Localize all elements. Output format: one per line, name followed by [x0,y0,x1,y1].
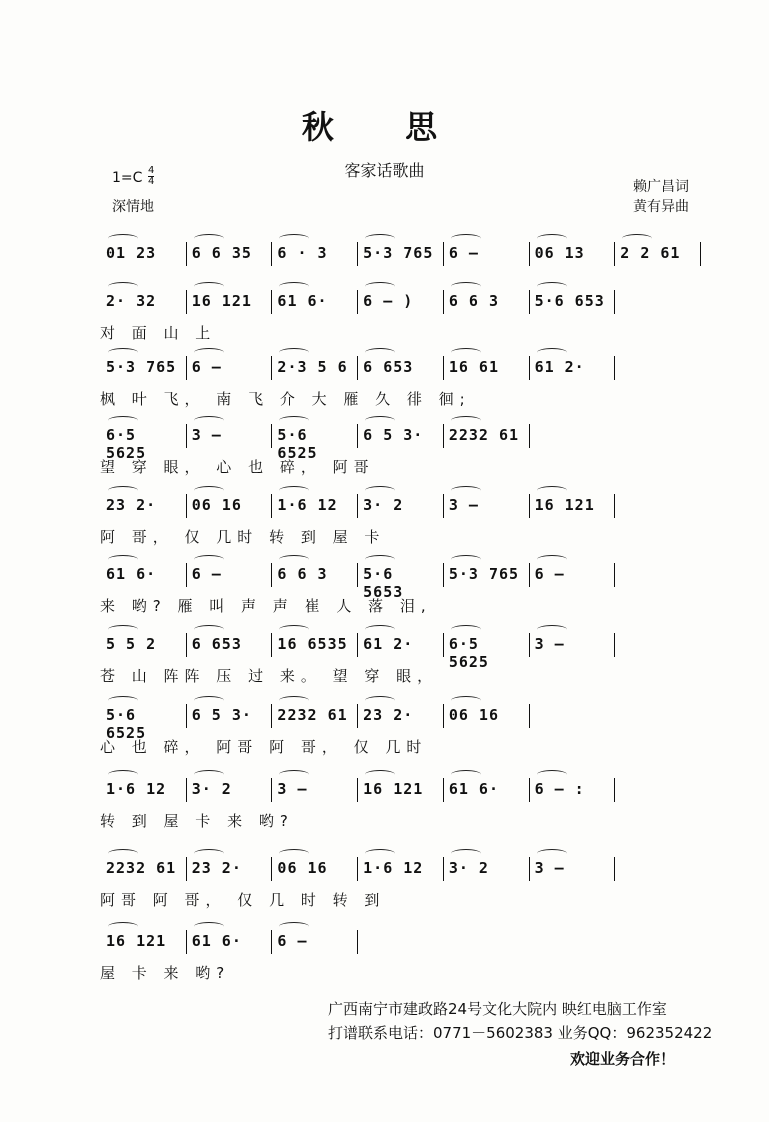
measure: 6 – [277,932,308,950]
barline [271,424,272,448]
slur [537,348,567,357]
measure: 61 2· [363,635,414,653]
notes-row [100,290,700,316]
slur [279,922,309,931]
score-system [100,290,700,352]
measure: 6 – : [534,780,585,798]
barline [186,242,187,266]
barline [443,633,444,657]
slur [108,696,138,705]
barline [357,633,358,657]
song-title: 秋 思 [301,108,468,146]
measure: 6 · 3 [277,244,328,262]
measure: 6 – [191,565,222,583]
barline [186,563,187,587]
measure: 1·6 12 [363,859,424,877]
measure: 06 13 [534,244,585,262]
slur [365,282,395,291]
lyrics-line: 对 面 山 上 [100,324,217,342]
measure: 6 – ) [363,292,414,310]
measure: 2· 32 [106,292,157,310]
slur [365,416,395,425]
slur [108,849,138,858]
barline [186,857,187,881]
measure: 16 6535 [277,635,348,653]
key-signature: 1=C [112,170,143,186]
barline [271,290,272,314]
barline [186,930,187,954]
slur [537,770,567,779]
barline [357,424,358,448]
slur [194,348,224,357]
barline [614,242,615,266]
slur [451,696,481,705]
barline [529,563,530,587]
measure: 61 6· [277,292,328,310]
score-system [100,857,700,919]
measure: 6 – [191,358,222,376]
slur [279,348,309,357]
slur [194,486,224,495]
measure: 06 16 [191,496,242,514]
slur [108,282,138,291]
measure: 5·3 765 [448,565,520,583]
measure: 2232 61 [448,426,520,444]
measure: 3 – [448,496,479,514]
barline [443,778,444,802]
barline-end [614,563,615,587]
barline [271,704,272,728]
time-signature [148,166,154,187]
lyrics-line: 屋 卡 来 哟? [100,964,231,982]
measure: 6 6 35 [191,244,252,262]
barline [186,290,187,314]
slur [279,416,309,425]
slur [451,348,481,357]
barline-end [614,494,615,518]
measure: 6 6 3 [277,565,328,583]
slur [537,625,567,634]
footer-welcome: 欢迎业务合作！ [570,1050,676,1068]
barline [529,778,530,802]
slur [365,234,395,243]
score-system [100,563,700,625]
slur [194,625,224,634]
slur [365,625,395,634]
barline [357,704,358,728]
slur [194,770,224,779]
measure: 6·5 5625 [106,426,147,462]
lyricist-credit: 赖广昌词 [633,179,689,195]
barline [529,633,530,657]
measure: 2·3 5 6 [277,358,348,376]
barline [529,356,530,380]
measure: 5·6 5653 [363,565,404,601]
barline-end [700,242,701,266]
measure: 3 – [191,426,222,444]
barline [529,242,530,266]
measure: 61 6· [448,780,499,798]
measure: 3· 2 [363,496,404,514]
barline [443,356,444,380]
tempo-marking: 深情地 [112,199,154,215]
measure: 6·5 5625 [448,635,489,671]
measure: 01 23 [106,244,157,262]
composer-credit: 黄有异曲 [633,199,689,215]
measure: 5·6 6525 [106,706,147,742]
slur [537,555,567,564]
slur [279,770,309,779]
lyrics-line: 心 也 碎， 阿哥 阿 哥， 仅 几时 [100,738,428,756]
barline [529,857,530,881]
barline [271,857,272,881]
measure: 5·3 765 [106,358,177,376]
barline [271,930,272,954]
slur [108,416,138,425]
measure: 5·6 6525 [277,426,318,462]
barline [443,242,444,266]
slur [537,486,567,495]
measure: 23 2· [106,496,157,514]
slur [365,849,395,858]
slur [365,696,395,705]
lyrics-line: 阿 哥， 仅 几时 转 到 屋 卡 [100,528,386,546]
measure: 6 6 3 [448,292,499,310]
barline [357,356,358,380]
slur [451,625,481,634]
measure: 06 16 [448,706,499,724]
slur [537,234,567,243]
score-system [100,704,700,766]
slur [451,555,481,564]
barline [357,242,358,266]
score-system [100,930,700,992]
notes-row [100,633,700,671]
measure: 16 61 [448,358,499,376]
slur [451,282,481,291]
measure: 61 6· [106,565,157,583]
barline [443,563,444,587]
slur [194,416,224,425]
slur [194,696,224,705]
barline [271,356,272,380]
measure: 5·3 765 [363,244,434,262]
measure: 3· 2 [191,780,232,798]
barline [186,778,187,802]
notes-row [100,356,700,382]
slur [279,696,309,705]
measure: 6 – [448,244,479,262]
slur [108,770,138,779]
measure: 6 – [534,565,565,583]
slur [279,625,309,634]
time-numerator: 4 [148,165,155,176]
measure: 3 – [534,635,565,653]
barline [357,857,358,881]
notes-row [100,424,700,462]
slur [279,486,309,495]
barline [443,704,444,728]
barline [357,494,358,518]
barline-end [614,290,615,314]
slur [537,849,567,858]
barline [357,778,358,802]
measure: 1·6 12 [106,780,167,798]
notes-row [100,242,700,268]
slur [451,416,481,425]
slur [108,922,138,931]
barline-end [614,778,615,802]
score-system [100,778,700,840]
barline-end [357,930,358,954]
measure: 2232 61 [106,859,177,877]
slur [108,555,138,564]
notes-row [100,494,700,520]
slur [194,555,224,564]
barline [271,242,272,266]
slur [365,555,395,564]
barline [186,704,187,728]
notes-row [100,857,700,883]
slur [108,234,138,243]
slur [279,282,309,291]
slur [451,486,481,495]
barline [186,424,187,448]
barline [443,857,444,881]
slur [451,849,481,858]
measure: 3· 2 [448,859,489,877]
barline-end [614,633,615,657]
measure: 5 5 2 [106,635,157,653]
slur [279,849,309,858]
lyrics-line: 转 到 屋 卡 来 哟? [100,812,294,830]
barline [271,778,272,802]
measure: 5·6 653 [534,292,605,310]
slur [194,282,224,291]
notes-row [100,930,700,956]
slur [622,234,652,243]
slur [194,849,224,858]
slur [365,770,395,779]
barline-end [529,704,530,728]
barline-end [614,356,615,380]
score-system [100,494,700,556]
barline [186,494,187,518]
barline [186,356,187,380]
measure: 16 121 [191,292,252,310]
slur [194,234,224,243]
slur [108,625,138,634]
lyrics-line: 苍 山 阵阵 压 过 来。 望 穿 眼， [100,667,439,685]
notes-row [100,704,700,742]
barline [529,290,530,314]
slur [279,555,309,564]
time-denominator: 4 [148,176,155,187]
slur [279,234,309,243]
measure: 6 653 [363,358,414,376]
footer-contact: 打谱联系电话：0771－5602383 业务QQ：962352422 [328,1024,713,1042]
measure: 61 6· [191,932,242,950]
barline [357,290,358,314]
barline [271,494,272,518]
barline [186,633,187,657]
measure: 6 5 3· [191,706,252,724]
slur [451,234,481,243]
measure: 16 121 [363,780,424,798]
lyrics-line: 阿哥 阿 哥， 仅 几 时 转 到 [100,891,386,909]
barline-end [614,857,615,881]
footer-address: 广西南宁市建政路24号文化大院内 映红电脑工作室 [328,1000,667,1018]
barline-end [529,424,530,448]
song-subtitle: 客家话歌曲 [344,161,425,180]
measure: 2 2 61 [620,244,681,262]
barline [443,494,444,518]
measure: 61 2· [534,358,585,376]
slur [108,348,138,357]
measure: 3 – [277,780,308,798]
measure: 16 121 [106,932,167,950]
measure: 16 121 [534,496,595,514]
lyrics-line: 枫 叶 飞， 南 飞 介 大 雁 久 徘 徊; [100,390,471,408]
measure: 1·6 12 [277,496,338,514]
slur [194,922,224,931]
measure: 23 2· [363,706,414,724]
barline [271,563,272,587]
barline [443,290,444,314]
score-system [100,633,700,695]
score-system [100,356,700,418]
barline [271,633,272,657]
lyrics-line: 来 哟? 雁 叫 声 声 崔 人 落 泪, [100,597,432,615]
measure: 23 2· [191,859,242,877]
measure: 06 16 [277,859,328,877]
slur [365,348,395,357]
barline [529,494,530,518]
notes-row [100,778,700,804]
notes-row [100,563,700,601]
lyrics-line: 望 穿 眼， 心 也 碎， 阿哥 [100,458,375,476]
slur [365,486,395,495]
barline [357,563,358,587]
measure: 3 – [534,859,565,877]
slur [108,486,138,495]
barline [443,424,444,448]
slur [451,770,481,779]
score-system [100,424,700,486]
measure: 6 5 3· [363,426,424,444]
measure: 6 653 [191,635,242,653]
slur [537,282,567,291]
measure: 2232 61 [277,706,348,724]
